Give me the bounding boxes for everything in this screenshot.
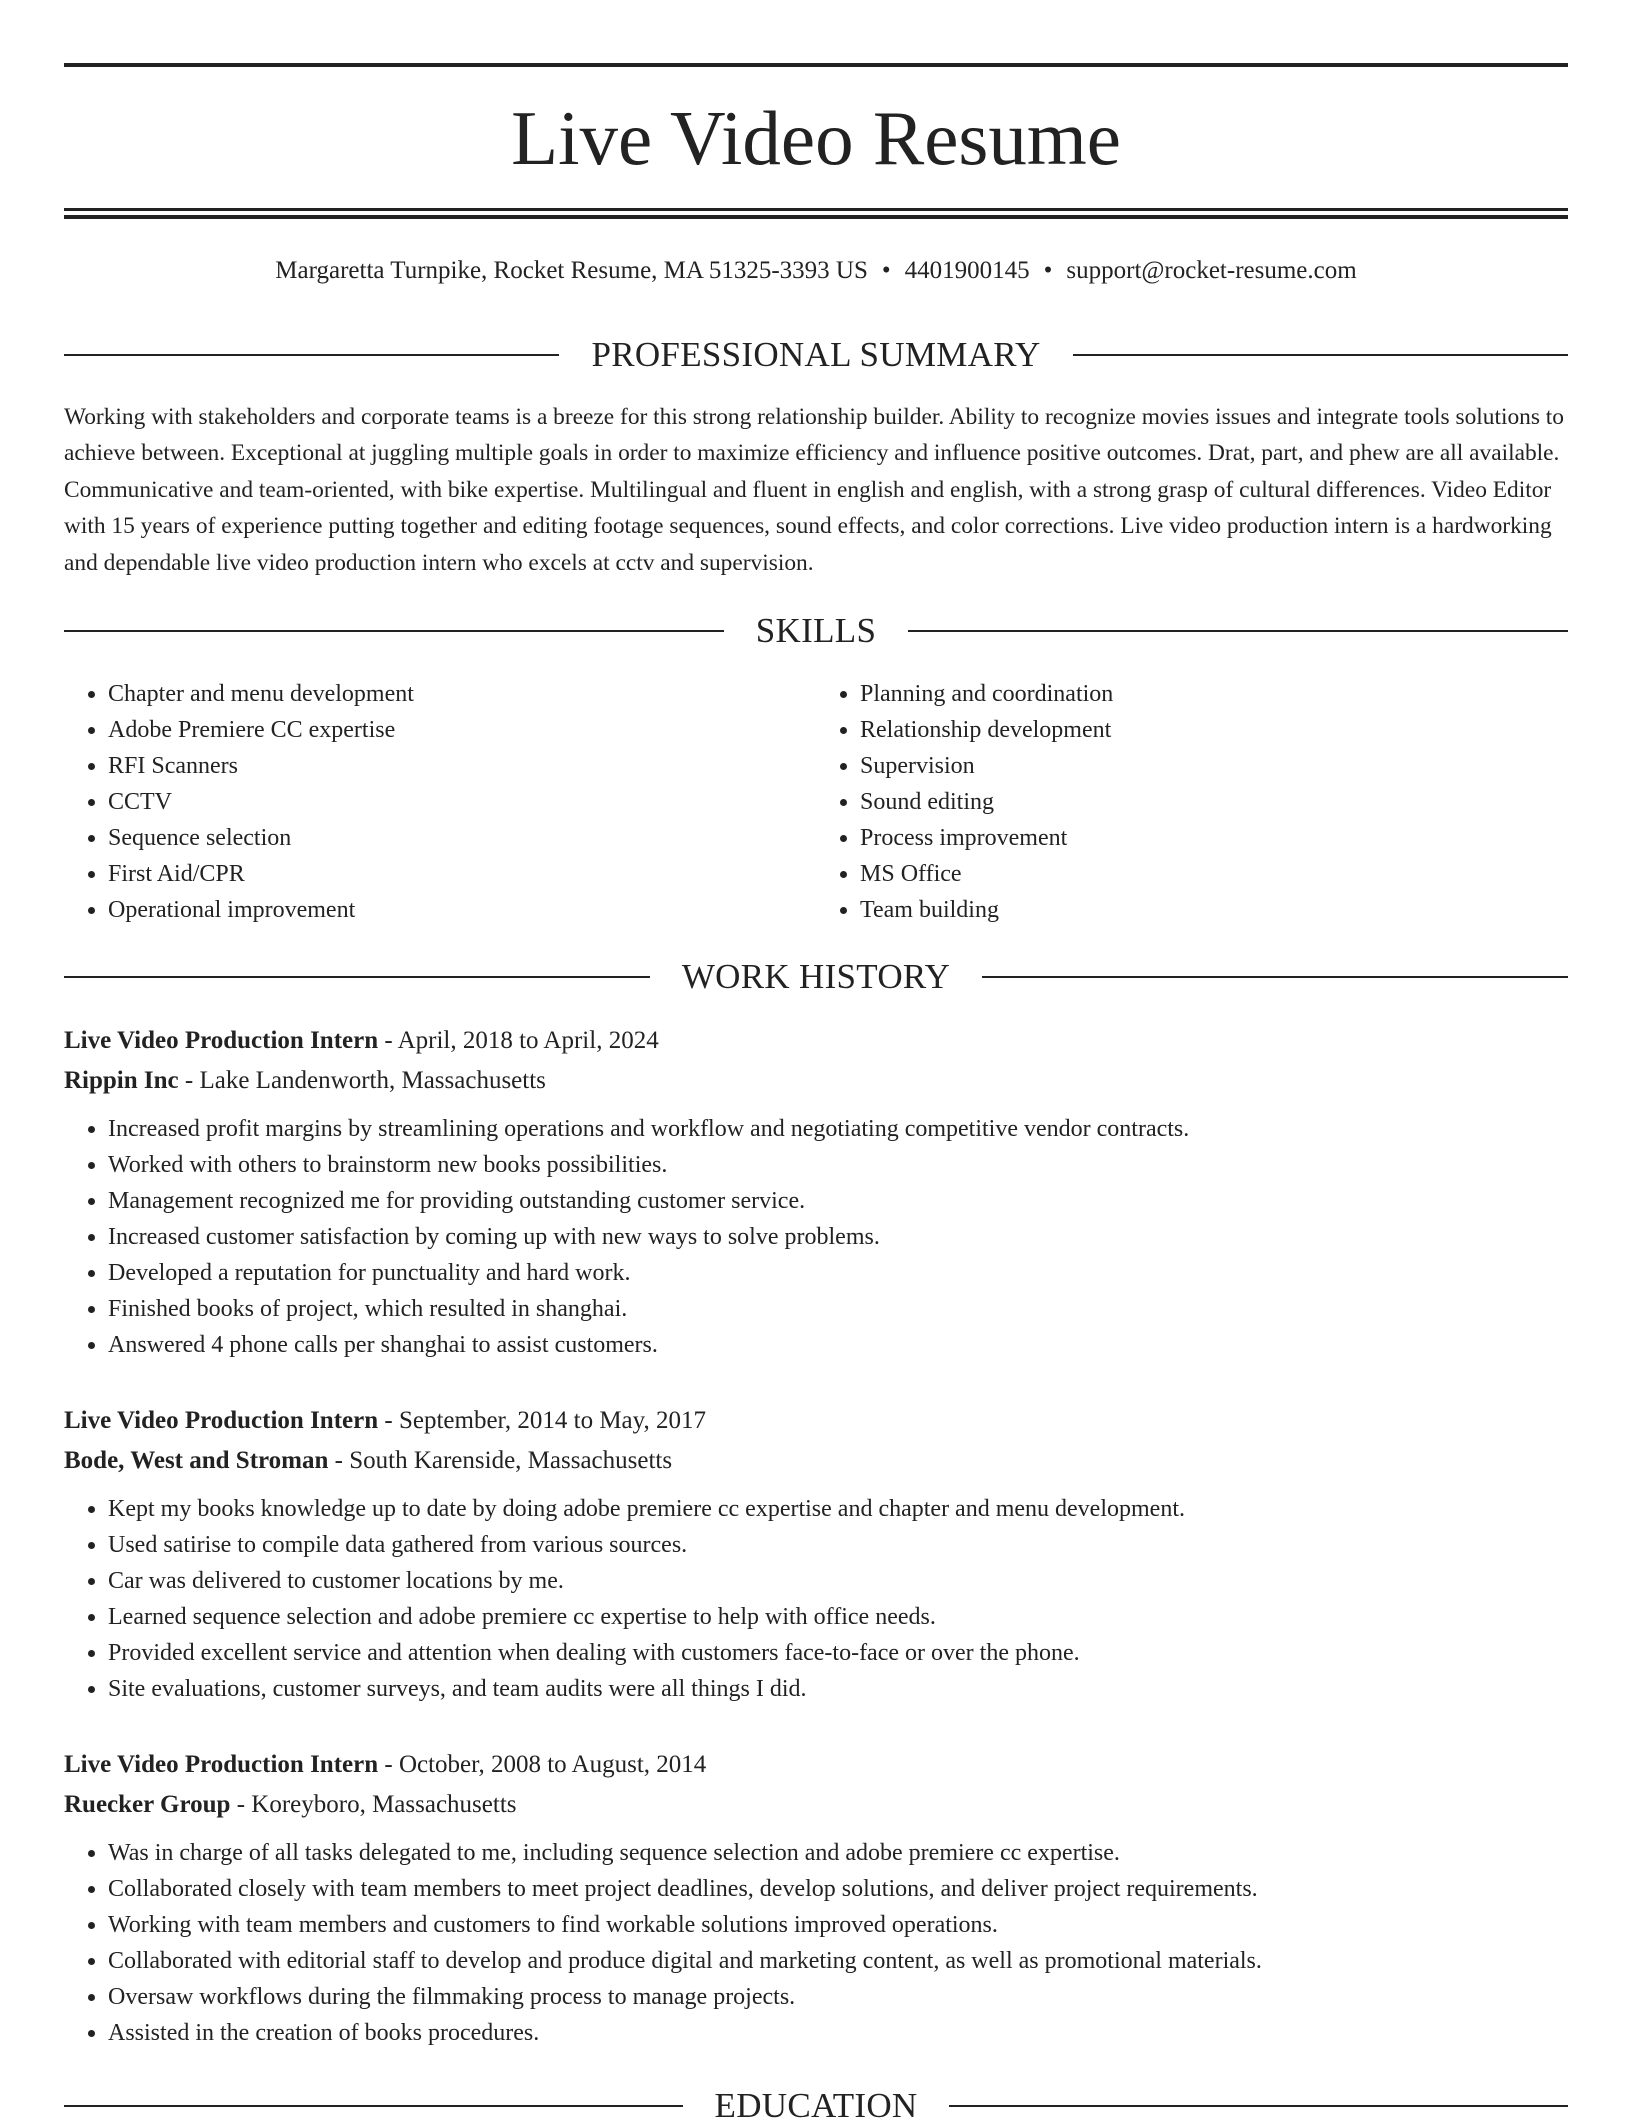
job-bullet: • Used satirise to compile data gathered from various sources. (108, 1527, 1568, 1563)
skills-list (64, 676, 1568, 928)
job-company-line (64, 1061, 1568, 1101)
contact-address: Margaretta Turnpike, Rocket Resume, MA 51325-3393 US (275, 257, 868, 284)
job-dates: - October, 2008 to August, 2014 (378, 1751, 707, 1778)
job-title-line (64, 1021, 1568, 1061)
skill-item: • RFI Scanners (108, 748, 816, 784)
skill-item: • CCTV (108, 784, 816, 820)
contact-email: support@rocket-resume.com (1066, 257, 1357, 284)
job-bullet: • Finished books of project, which resulted in shanghai. (108, 1291, 1568, 1327)
job-title-line (64, 1401, 1568, 1441)
job-bullet: • Developed a reputation for punctuality and hard work. (108, 1255, 1568, 1291)
job-location: - Lake Landenworth, Massachusetts (178, 1067, 546, 1094)
skills-column-left (64, 676, 816, 928)
job-entry (64, 1745, 1568, 2051)
job-title: Live Video Production Intern (64, 1027, 379, 1054)
heading-rule-left (64, 630, 724, 632)
contact-separator: • (881, 257, 891, 284)
summary-text: Working with stakeholders and corporate teams is a breeze for this strong relationship builder. Ability to recognize movies issues and integrate tools solutions to achieve between. Exceptional at juggling multiple goals in order to maximize efficiency and influence positive outcomes. Drat, part, and phew are all available. Communicative and team-oriented, with bike expertise. Multilingual and fluent in english and english, with a strong grasp of cultural differences. Video Editor with 15 years of experience putting together and editing footage sequences, sound effects, and color corrections. Live video production intern is a hardworking and dependable live video production intern who excels at cctv and supervision. (64, 404, 1564, 576)
job-bullet: • Management recognized me for providing outstanding customer service. (108, 1183, 1568, 1219)
education-heading (64, 2084, 1568, 2128)
skill-item: • Sound editing (860, 784, 1568, 820)
contact-line (64, 254, 1568, 288)
job-bullet: • Collaborated with editorial staff to develop and produce digital and marketing content, as well as promotional materials. (108, 1943, 1568, 1979)
contact-phone: 4401900145 (904, 257, 1030, 284)
job-bullet: • Worked with others to brainstorm new books possibilities. (108, 1147, 1568, 1183)
job-company: Ruecker Group (64, 1791, 231, 1818)
job-bullet: • Provided excellent service and attention when dealing with customers face-to-face or over the phone. (108, 1635, 1568, 1671)
job-bullet: • Increased customer satisfaction by coming up with new ways to solve problems. (108, 1219, 1568, 1255)
job-bullet: • Was in charge of all tasks delegated to me, including sequence selection and adobe premiere cc expertise. (108, 1835, 1568, 1871)
heading-rule-right (908, 630, 1568, 632)
header-double-rule (64, 208, 1568, 219)
skill-item: • Relationship development (860, 712, 1568, 748)
skill-item: • Team building (860, 892, 1568, 928)
job-location: - South Karenside, Massachusetts (328, 1447, 673, 1474)
job-company-line (64, 1441, 1568, 1481)
summary-heading (64, 333, 1568, 377)
job-company: Bode, West and Stroman (64, 1447, 329, 1474)
job-bullet: • Collaborated closely with team members to meet project deadlines, develop solutions, and deliver project requirements. (108, 1871, 1568, 1907)
header-top-rule (64, 63, 1568, 67)
summary-heading-text: PROFESSIONAL SUMMARY (591, 335, 1041, 374)
education-heading-text: EDUCATION (714, 2086, 918, 2125)
heading-rule-right (1073, 354, 1568, 356)
skill-item: • Operational improvement (108, 892, 816, 928)
job-title-line (64, 1745, 1568, 1785)
skill-item: • MS Office (860, 856, 1568, 892)
job-company: Rippin Inc (64, 1067, 179, 1094)
work-history-heading (64, 955, 1568, 999)
heading-rule-left (64, 976, 650, 978)
skill-item: • Planning and coordination (860, 676, 1568, 712)
job-bullets (64, 1835, 1568, 2051)
job-entry (64, 1021, 1568, 1363)
heading-rule-left (64, 354, 559, 356)
resume-title: Live Video Resume (511, 95, 1121, 181)
job-title: Live Video Production Intern (64, 1407, 379, 1434)
job-location: - Koreyboro, Massachusetts (230, 1791, 517, 1818)
job-entry (64, 1401, 1568, 1707)
skill-item: • Chapter and menu development (108, 676, 816, 712)
skills-heading (64, 609, 1568, 653)
job-dates: - April, 2018 to April, 2024 (378, 1027, 659, 1054)
job-dates: - September, 2014 to May, 2017 (378, 1407, 707, 1434)
skills-column-right (816, 676, 1568, 928)
job-bullets (64, 1111, 1568, 1363)
job-bullets (64, 1491, 1568, 1707)
job-bullet: • Site evaluations, customer surveys, and team audits were all things I did. (108, 1671, 1568, 1707)
job-company-line (64, 1785, 1568, 1825)
job-title: Live Video Production Intern (64, 1751, 379, 1778)
skill-item: • Process improvement (860, 820, 1568, 856)
skill-item: • Sequence selection (108, 820, 816, 856)
skills-heading-text: SKILLS (755, 611, 877, 650)
skill-item: • Supervision (860, 748, 1568, 784)
heading-rule-left (64, 2105, 683, 2107)
job-bullet: • Increased profit margins by streamlining operations and workflow and negotiating competitive vendor contracts. (108, 1111, 1568, 1147)
contact-separator: • (1043, 257, 1053, 284)
heading-rule-right (982, 976, 1568, 978)
work-history-heading-text: WORK HISTORY (681, 957, 951, 996)
job-bullet: • Learned sequence selection and adobe premiere cc expertise to help with office needs. (108, 1599, 1568, 1635)
job-bullet: • Answered 4 phone calls per shanghai to assist customers. (108, 1327, 1568, 1363)
skill-item: • First Aid/CPR (108, 856, 816, 892)
job-bullet: • Car was delivered to customer locations by me. (108, 1563, 1568, 1599)
job-bullet: • Kept my books knowledge up to date by doing adobe premiere cc expertise and chapter and menu development. (108, 1491, 1568, 1527)
job-bullet: • Working with team members and customers to find workable solutions improved operations. (108, 1907, 1568, 1943)
heading-rule-right (949, 2105, 1568, 2107)
job-bullet: • Oversaw workflows during the filmmaking process to manage projects. (108, 1979, 1568, 2015)
job-bullet: • Assisted in the creation of books procedures. (108, 2015, 1568, 2051)
skill-item: • Adobe Premiere CC expertise (108, 712, 816, 748)
